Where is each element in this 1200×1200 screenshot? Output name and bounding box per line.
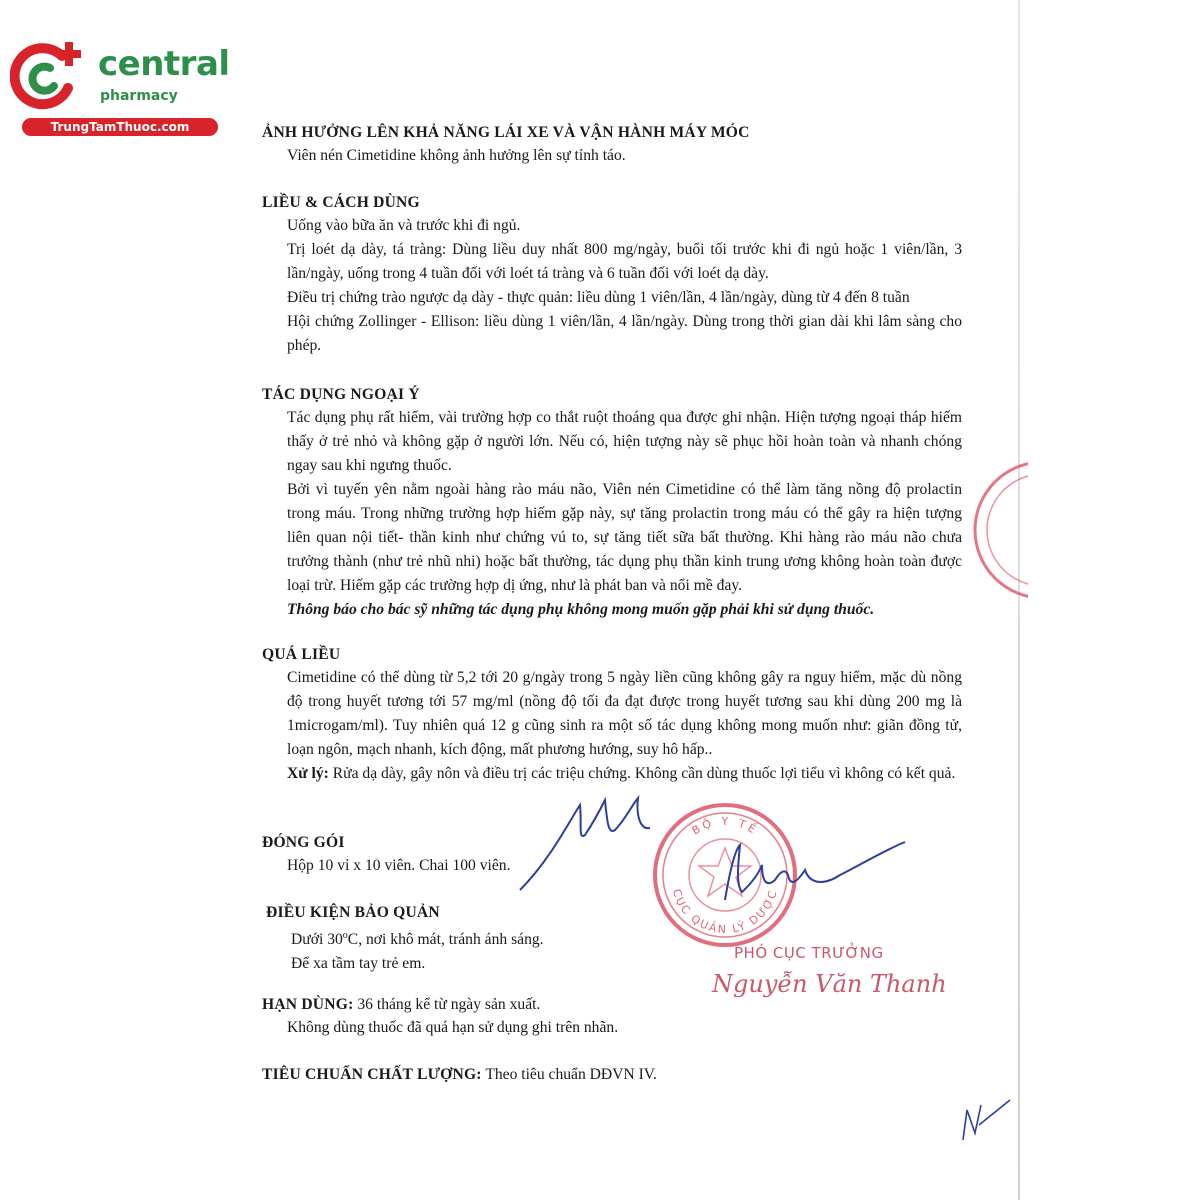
quality-heading-line xyxy=(262,1064,962,1086)
section-paragraph: Trị loét dạ dày, tá tràng: Dùng liều duy nhất 800 mg/ngày, buổi tối trước khi đi ngủ hoặc 1 viên/lần, 3 lần/ngày, uống trong 4 tuần đối với loét tá tràng và 6 tuần đối với loét dạ dày. xyxy=(287,241,962,282)
storage-temp-pre: Dưới 30 xyxy=(291,931,343,949)
logo-subtitle: pharmacy xyxy=(100,88,178,104)
section-heading: HẠN DÙNG: xyxy=(262,996,354,1013)
doctor-notice: Thông báo cho bác sỹ những tác dụng phụ không mong muốn gặp phải khi sử dụng thuốc. xyxy=(287,601,875,618)
logo-site-url[interactable]: TrungTamThuoc.com xyxy=(22,118,218,136)
logo-word: central xyxy=(98,44,230,84)
section-line: Không dùng thuốc đã quá hạn sử dụng ghi trên nhãn. xyxy=(287,1019,619,1036)
signer-title: PHÓ CỤC TRƯỞNG xyxy=(734,944,884,962)
section-line: Viên nén Cimetidine không ảnh hưởng lên sự tỉnh táo. xyxy=(287,147,626,164)
section-paragraph: Cimetidine có thể dùng từ 5,2 tới 20 g/ngày trong 5 ngày liền cũng không gây ra nguy hiểm, mặc dù nồng độ trong huyết tương tới 57 mg/ml (nồng độ tối đa đạt được trong huyết tương sau khi dùng 200 mg là 1microgam/ml). Tuy nhiên quá 12 g cũng sinh ra một số tác dụng không mong muốn như: giãn đồng tử, loạn ngôn, mạch nhanh, kích động, mất phương hướng, suy hô hấp.. xyxy=(287,669,962,758)
section-paragraph: Hội chứng Zollinger - Ellison: liều dùng 1 viên/lần, 4 lần/ngày. Dùng trong thời gian dài khi lâm sàng cho phép. xyxy=(287,313,962,354)
quality-standard: Theo tiêu chuẩn DĐVN IV. xyxy=(481,1066,657,1083)
section-heading: QUÁ LIỀU xyxy=(262,646,341,663)
section-dosage xyxy=(262,192,962,358)
section-driving xyxy=(262,122,962,168)
section-line: Hộp 10 vỉ x 10 viên. Chai 100 viên. xyxy=(287,857,511,874)
stamp-top-text: BỘ Y TẾ xyxy=(689,814,761,838)
section-heading: ĐIỀU KIỆN BẢO QUẢN xyxy=(266,904,440,921)
section-line: Uống vào bữa ăn và trước khi đi ngủ. xyxy=(287,217,521,234)
storage-temp-degree: o xyxy=(342,930,348,941)
partial-stamp-edge xyxy=(968,460,1028,600)
section-paragraph: Tác dụng phụ rất hiếm, vài trường hợp co thắt ruột thoáng qua được ghi nhận. Hiện tượng ngoại tháp hiếm thấy ở trẻ nhỏ và không gặp ở người lớn. Nếu có, hiện tượng này sẽ phục hồi hoàn toàn và nhanh chóng ngay sau khi ngưng thuốc. xyxy=(287,409,962,474)
storage-temp-post: C, nơi khô mát, tránh ánh sáng. xyxy=(347,931,544,949)
director-signature xyxy=(700,830,910,910)
section-heading: LIỀU & CÁCH DÙNG xyxy=(262,194,420,211)
page-edge-shadow xyxy=(1018,0,1020,1200)
initial-signature xyxy=(510,780,710,900)
section-side-effects xyxy=(262,384,962,622)
treatment-text: Rửa dạ dày, gây nôn và điều trị các triệu chứng. Không cần dùng thuốc lợi tiểu vì không có kết quả. xyxy=(328,765,956,782)
section-overdose xyxy=(262,644,962,786)
corner-initial xyxy=(955,1095,1015,1145)
treatment-label: Xử lý: xyxy=(287,765,329,782)
central-pharmacy-logo[interactable] xyxy=(10,38,230,138)
logo-c-cross-icon xyxy=(10,38,90,113)
section-line: Để xa tầm tay trẻ em. xyxy=(291,955,426,973)
section-expiry xyxy=(262,994,962,1040)
section-heading: ĐÓNG GÓI xyxy=(262,834,345,851)
section-heading: ẢNH HƯỞNG LÊN KHẢ NĂNG LÁI XE VÀ VẬN HÀNH MÁY MÓC xyxy=(262,124,750,141)
section-heading: TÁC DỤNG NGOẠI Ý xyxy=(262,386,420,403)
section-paragraph: Bởi vì tuyến yên nằm ngoài hàng rào máu não, Viên nén Cimetidine có thể làm tăng nồng độ prolactin trong máu. Trong những trường hợp hiếm gặp này, sự tăng prolactin trong máu có thể gây ra hiện tượng liên quan nội tiết- thần kinh như chứng vú to, sự tăng tiết sữa bất thường. Khi hàng rào máu não chưa trưởng thành (như trẻ nhũ nhi) hoặc bất thường, tác dụng phụ thần kinh trung ương không hoàn toàn được loại trừ. Hiếm gặp các trường hợp dị ứng, như là phát ban và nổi mề đay. xyxy=(287,481,962,594)
section-storage xyxy=(266,902,966,976)
section-quality xyxy=(262,1064,962,1086)
section-heading: TIÊU CHUẨN CHẤT LƯỢNG: xyxy=(262,1066,482,1083)
section-line: Điều trị chứng trào ngược dạ dày - thực quản: liều dùng 1 viên/lần, 4 lần/ngày, dùng từ 4 đến 8 tuần xyxy=(287,289,910,306)
expiry-duration: 36 tháng kể từ ngày sản xuất. xyxy=(353,996,541,1013)
stamp-bottom-text: CỤC QUẢN LÝ DƯỢC xyxy=(669,887,781,937)
signer-name: Nguyễn Văn Thanh xyxy=(712,970,947,998)
